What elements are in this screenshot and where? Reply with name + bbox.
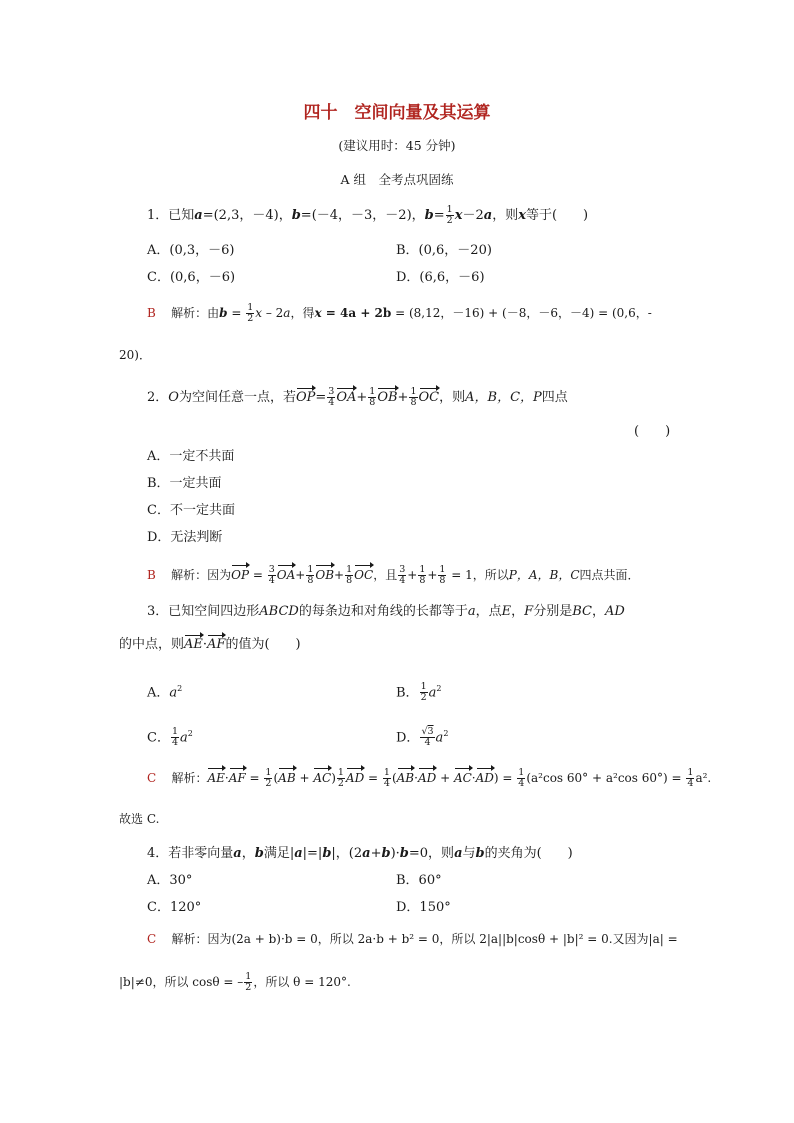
q1-stem: 1．已知a=(2,3，－4)，b=(－4，－3，－2)，b= $\frac{1}{2}$ x－2a，则x等于( ): [147, 204, 589, 226]
page-title: 四十 空间向量及其运算: [303, 103, 491, 123]
q1-option-a[interactable]: A．(0,3，－6): [147, 243, 235, 258]
q3-stem-2: 的中点，则AE·AF的值为( ): [119, 637, 301, 652]
q1-fraction: $\frac{1}{2}$: [446, 204, 453, 226]
q4-stem: 4．若非零向量a，b满足|a|=|b|，(2a+b)·b=0，则a与b的夹角为( ): [147, 846, 573, 861]
q2-paren: ( ): [634, 424, 671, 439]
q4-option-c[interactable]: C．120°: [147, 900, 202, 915]
q2-option-b[interactable]: B．一定共面: [147, 476, 222, 491]
q3-solution: C 解析：AE·AF = $\frac{1}{2}$ (AB + AC) $\frac{1}{2}$ AD = $\frac{1}{4}$ (AB·AD + AC·AD) = $\frac{1}{4}$ (a²cos 60° + a²cos 60°) = $\frac{1}{4}$ a².: [147, 767, 712, 789]
q3-answer: C: [147, 771, 157, 785]
q4-option-d[interactable]: D．150°: [396, 900, 451, 915]
group-heading: A 组 全考点巩固练: [340, 172, 454, 187]
q2-option-d[interactable]: D．无法判断: [147, 530, 223, 545]
q3-option-b[interactable]: B． $\frac{1}{2}$ $a^2$: [396, 681, 442, 704]
q1-solution-cont: 20)．: [119, 348, 151, 362]
q3-conclusion: 故选 C.: [119, 812, 160, 826]
q1-option-c[interactable]: C．(0,6，－6): [147, 270, 236, 285]
time-hint: (建议用时：45 分钟): [338, 138, 456, 153]
q3-option-d[interactable]: D． $\frac{√3}{4}$ $a^2$: [396, 726, 449, 749]
q1-solution: B 解析：由b = $\frac{1}{2}$ x – 2a，得x = 4a + 2b = (8,12，－16) + (－8，－6，－4) = (0,6，-: [147, 302, 652, 324]
q3-stem-1: 3．已知空间四边形ABCD的每条边和对角线的长都等于a，点E，F分别是BC，AD: [147, 604, 625, 619]
q4-answer: C: [147, 932, 157, 946]
q4-solution: C 解析：因为(2a + b)·b = 0，所以 2a·b + b² = 0，所以 2|a||b|cosθ + |b|² = 0.又因为|a| =: [147, 932, 678, 946]
q2-solution: B 解析：因为OP = $\frac{3}{4}$ OA+ $\frac{1}{8}$ OB+ $\frac{1}{8}$ OC，且 $\frac{3}{4}$ + $\frac{1}{8}$ + $\frac{1}{8}$ = 1，所以P，A，B，C四点共面．: [147, 564, 640, 586]
q4-option-b[interactable]: B．60°: [396, 873, 442, 888]
q2-stem: 2．O为空间任意一点，若OP= $\frac{3}{4}$ OA+ $\frac{1}{8}$ OB+ $\frac{1}{8}$ OC，则A，B，C，P四点: [147, 386, 568, 408]
q1-option-b[interactable]: B．(0,6，－20): [396, 243, 492, 258]
q1-option-d[interactable]: D．(6,6，－6): [396, 270, 485, 285]
q2-option-c[interactable]: C．不一定共面: [147, 503, 235, 518]
q2-option-a[interactable]: A．一定不共面: [147, 449, 235, 464]
q2-answer: B: [147, 568, 156, 582]
q4-solution-cont: |b|≠0，所以 cosθ = – $\frac{1}{2}$ ，所以 θ = 120°.: [119, 971, 351, 993]
q4-option-a[interactable]: A．30°: [147, 873, 193, 888]
q3-option-a[interactable]: A．$a^2$: [147, 684, 183, 701]
q1-answer: B: [147, 306, 156, 320]
q3-option-c[interactable]: C． $\frac{1}{4}$ $a^2$: [147, 726, 193, 749]
